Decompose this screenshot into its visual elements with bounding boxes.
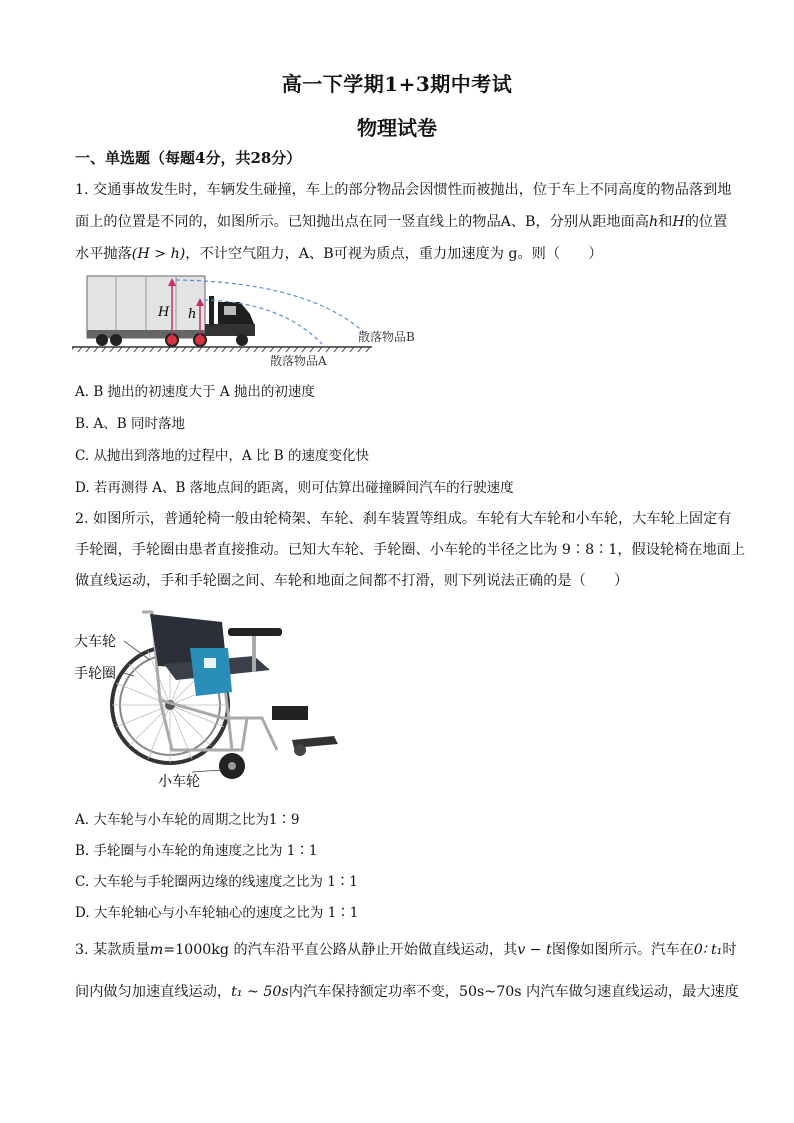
q3-interval2: t₁ ~ 50s bbox=[231, 984, 289, 1000]
q3-var-vt: v − t bbox=[517, 942, 552, 958]
q1-condition: (H > h) bbox=[131, 246, 186, 262]
commode-bag bbox=[190, 648, 232, 696]
label-item-A: 散落物品A bbox=[270, 354, 327, 368]
q1-line2-and: 和 bbox=[658, 214, 673, 230]
q1-option-d[interactable]: D. 若再测得 A、B 落地点间的距离，则可估算出碰撞瞬间汽车的行驶速度 bbox=[75, 480, 514, 496]
q1-line3-text-b: ，不计空气阻力，A、B可视为质点，重力加速度为 g。则（ ） bbox=[185, 246, 603, 262]
truck-figure bbox=[72, 272, 432, 370]
q3-line1-text-b: =1000kg 的汽车沿平直公路从静止开始做直线运动，其 bbox=[163, 942, 518, 958]
q1-line2-text-a: 面上的位置是不同的，如图所示。已知抛出点在同一竖直线上的物品A、B，分别从距地面高 bbox=[75, 214, 649, 230]
q1-var-h: h bbox=[649, 214, 659, 230]
q3-line1-text-a: 3. 某款质量 bbox=[75, 942, 150, 958]
q1-line2 bbox=[75, 212, 728, 232]
wheel bbox=[236, 334, 248, 346]
q1-var-H: H bbox=[672, 214, 685, 230]
q1-line3 bbox=[75, 244, 725, 264]
q3-line2 bbox=[75, 982, 739, 1002]
q2-option-d[interactable]: D. 大车轮轴心与小车轮轴心的速度之比为 1∶1 bbox=[75, 905, 359, 921]
armrest-post bbox=[252, 636, 256, 672]
q1-option-c[interactable]: C. 从抛出到落地的过程中，A 比 B 的速度变化快 bbox=[75, 448, 369, 464]
q1-option-b[interactable]: B. A、B 同时落地 bbox=[75, 416, 185, 432]
wheelchair-figure bbox=[72, 600, 352, 796]
label-item-B: 散落物品B bbox=[358, 330, 415, 344]
exam-title: 高一下学期1+3期中考试 bbox=[281, 72, 513, 96]
exam-subtitle: 物理试卷 bbox=[357, 116, 437, 140]
q1-line1: 1. 交通事故发生时，车辆发生碰撞，车上的部分物品会因惯性而被抛出，位于车上不同高度的物品落到地 bbox=[75, 182, 732, 198]
section-heading: 一、单选题（每题4分，共28分） bbox=[75, 149, 302, 167]
q3-line2-text-b: 内汽车保持额定功率不变，50s~70s 内汽车做匀速直线运动，最大速度 bbox=[288, 984, 739, 1000]
rear-caster bbox=[294, 744, 306, 756]
wheel bbox=[96, 334, 108, 346]
cab-window bbox=[224, 306, 236, 315]
q1-option-a[interactable]: A. B 抛出的初速度大于 A 抛出的初速度 bbox=[75, 384, 315, 400]
q2-option-a[interactable]: A. 大车轮与小车轮的周期之比为1∶9 bbox=[75, 812, 300, 828]
q3-line1-text-e: 时 bbox=[722, 942, 737, 958]
q2-line3: 做直线运动，手和手轮圈之间、车轮和地面之间都不打滑，则下列说法正确的是（ ） bbox=[75, 573, 629, 589]
q1-condition-text: H > h bbox=[137, 246, 180, 262]
commode-label bbox=[204, 658, 216, 668]
label-H: H bbox=[158, 305, 170, 320]
q2-line2: 手轮圈，手轮圈由患者直接推动。已知大车轮、手轮圈、小车轮的半径之比为 9∶8∶1，假设轮椅在地面上 bbox=[75, 542, 746, 558]
q2-option-c[interactable]: C. 大车轮与手轮圈两边缘的线速度之比为 1∶1 bbox=[75, 874, 358, 890]
q2-option-b[interactable]: B. 手轮圈与小车轮的角速度之比为 1∶1 bbox=[75, 843, 318, 859]
wheel bbox=[110, 334, 122, 346]
q1-line3-text-a: 水平抛落 bbox=[75, 246, 132, 262]
q2-line1: 2. 如图所示，普通轮椅一般由轮椅架、车轮、刹车装置等组成。车轮有大车轮和小车轮，大车轮上固定有 bbox=[75, 511, 732, 527]
q3-var-m: m bbox=[149, 942, 164, 958]
label-big-wheel: 大车轮 bbox=[74, 634, 116, 650]
label-h: h bbox=[188, 307, 197, 322]
q1-line2-text-b: 的位置 bbox=[684, 214, 728, 230]
small-wheel-hub bbox=[228, 762, 236, 770]
armrest bbox=[228, 628, 282, 636]
label-small-wheel: 小车轮 bbox=[158, 774, 200, 790]
q3-interval: 0∶ t₁ bbox=[693, 942, 723, 958]
label-hand-rim: 手轮圈 bbox=[74, 666, 116, 682]
footrest-upper bbox=[272, 706, 308, 720]
q3-line1 bbox=[75, 940, 737, 960]
q3-line1-text-c: 图像如图所示。汽车在 bbox=[551, 942, 694, 958]
q3-line2-text-a: 间内做匀加速直线运动， bbox=[75, 984, 232, 1000]
leader-line-small bbox=[192, 770, 222, 772]
